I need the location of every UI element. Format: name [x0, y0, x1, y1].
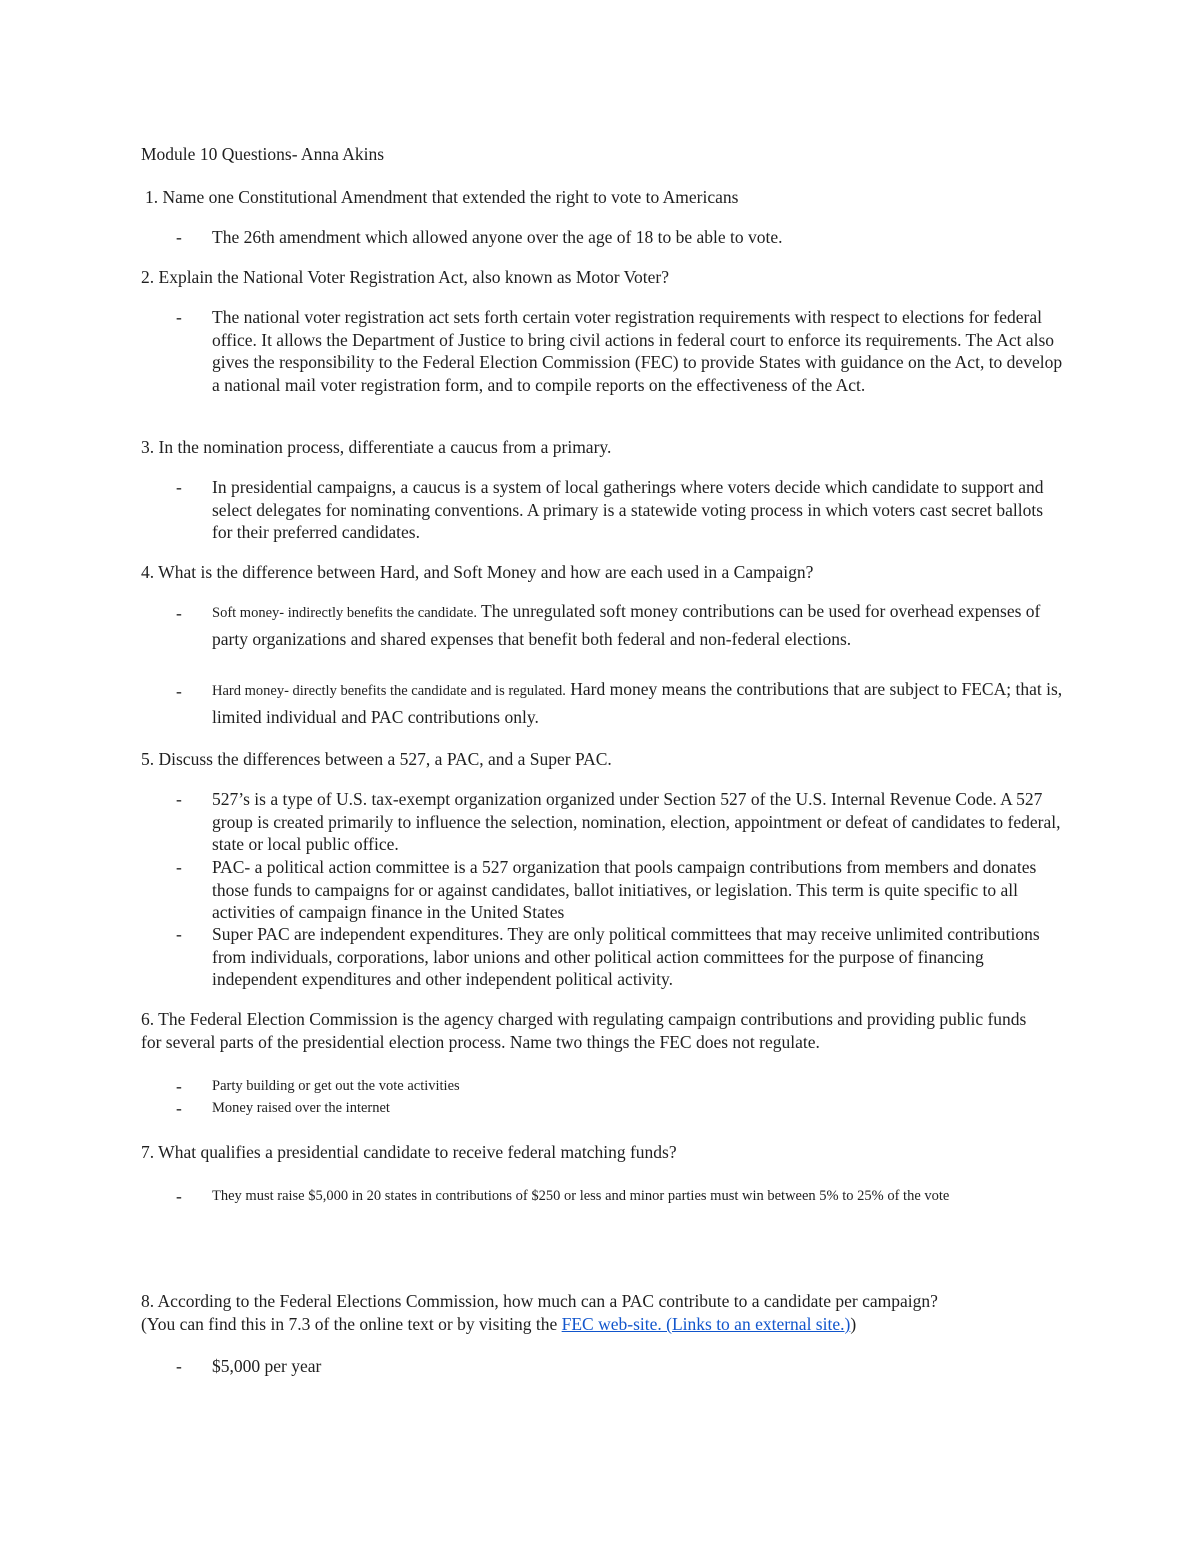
bullet-dash: - [176, 924, 182, 944]
question-8-line-2 [141, 1313, 856, 1336]
answer-1: The 26th amendment which allowed anyone over the age of 18 to be able to vote. [212, 227, 783, 247]
bullet-dash: - [176, 681, 182, 701]
bullet-dash: - [176, 477, 182, 497]
answer-4-hard-lead: Hard money- directly benefits the candidate and is regulated. [212, 683, 566, 699]
question-6: 6. The Federal Election Commission is the agency charged with regulating campaign contributions and providing public funds for several parts of the presidential election process. Name two things the FEC does not regulate. [141, 1009, 1027, 1052]
answer-6-item-1: Party building or get out the vote activities [212, 1078, 460, 1094]
page-title: Module 10 Questions- Anna Akins [141, 144, 385, 164]
bullet-dash: - [176, 1076, 182, 1096]
question-5: 5. Discuss the differences between a 527, a PAC, and a Super PAC. [141, 749, 612, 769]
answer-5-527: 527’s is a type of U.S. tax-exempt organization organized under Section 527 of the U.S. Internal Revenue Code. A 527 group is created primarily to influence the selection, nomination, election, appointment or defeat of candidates to federal, state or local public office. [212, 789, 1061, 855]
answer-5-pac: PAC- a political action committee is a 527 organization that pools campaign contributions from members and donates those funds to campaigns for or against candidates, ballot initiatives, or legislation. This term is quite specific to all activities of campaign finance in the United States [212, 857, 1037, 923]
question-4: 4. What is the difference between Hard, and Soft Money and how are each used in a Campaign? [141, 562, 814, 582]
fec-website-link[interactable]: FEC web-site. (Links to an external site.) [561, 1314, 851, 1334]
answer-3: In presidential campaigns, a caucus is a system of local gatherings where voters decide which candidate to support and select delegates for nominating conventions. A primary is a statewide voting process in which voters cast secret ballots for their preferred candidates. [212, 477, 1044, 543]
answer-6-item-2: Money raised over the internet [212, 1100, 390, 1116]
question-8-close-paren: ) [850, 1314, 857, 1334]
bullet-dash: - [176, 857, 182, 877]
bullet-dash: - [176, 227, 182, 247]
bullet-dash: - [176, 1098, 182, 1118]
answer-8: $5,000 per year [212, 1356, 322, 1376]
bullet-dash: - [176, 307, 182, 327]
question-1: 1. Name one Constitutional Amendment that extended the right to vote to Americans [145, 187, 739, 207]
answer-7: They must raise $5,000 in 20 states in contributions of $250 or less and minor parties must win between 5% to 25% of the vote [212, 1188, 950, 1204]
bullet-dash: - [176, 603, 182, 623]
question-3: 3. In the nomination process, differentiate a caucus from a primary. [141, 437, 612, 457]
answer-4-hard-rest: Hard money means the contributions that are subject to FECA; that is, limited individual and PAC contributions only. [212, 679, 1063, 727]
answer-4-soft-lead: Soft money- indirectly benefits the candidate. [212, 605, 477, 621]
answer-5-super-pac: Super PAC are independent expenditures. They are only political committees that may receive unlimited contributions from individuals, corporations, labor unions and other political action committees for the purpose of financing independent expenditures and other independent political activity. [212, 924, 1040, 990]
question-8-text: (You can find this in 7.3 of the online text or by visiting the [141, 1314, 562, 1334]
answer-4-soft-money [212, 599, 1067, 652]
answer-4-hard-money [212, 677, 1067, 730]
bullet-dash: - [176, 1356, 182, 1376]
question-2: 2. Explain the National Voter Registration Act, also known as Motor Voter? [141, 267, 670, 287]
answer-2: The national voter registration act sets forth certain voter registration requirements with respect to elections for federal office. It allows the Department of Justice to bring civil actions in federal court to enforce its requirements. The Act also gives the responsibility to the Federal Election Commission (FEC) to provide States with guidance on the Act, to develop a national mail voter registration form, and to compile reports on the effectiveness of the Act. [212, 307, 1063, 395]
bullet-dash: - [176, 789, 182, 809]
bullet-dash: - [176, 1186, 182, 1206]
answer-4-soft-rest: The unregulated soft money contributions can be used for overhead expenses of party organizations and shared expenses that benefit both federal and non-federal elections. [212, 601, 1041, 649]
question-8-line-1: 8. According to the Federal Elections Commission, how much can a PAC contribute to a candidate per campaign? [141, 1291, 938, 1311]
question-7: 7. What qualifies a presidential candidate to receive federal matching funds? [141, 1142, 677, 1162]
